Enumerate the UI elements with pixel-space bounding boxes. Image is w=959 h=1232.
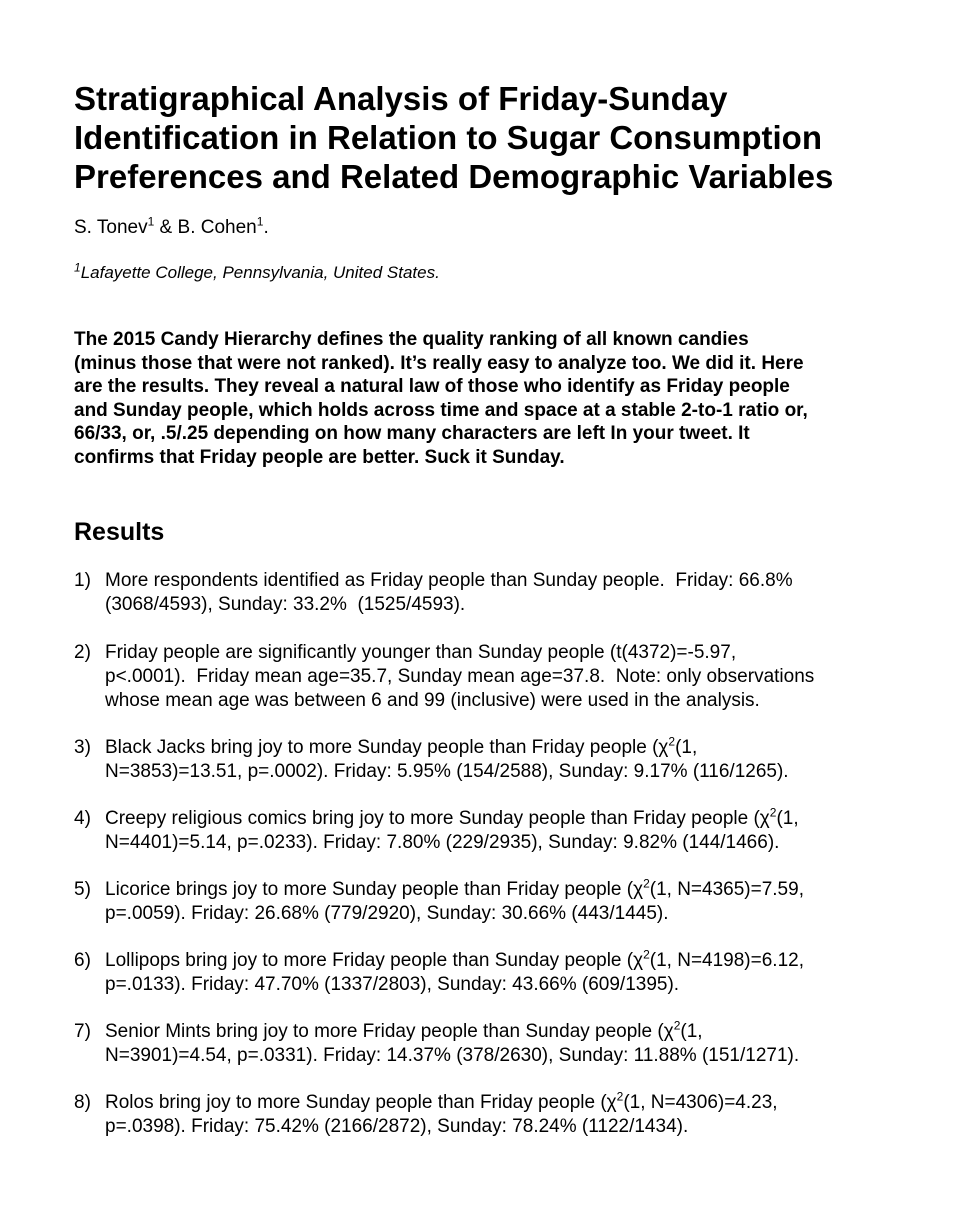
result-line: [105, 949, 904, 973]
author-name: B. Cohen: [177, 217, 257, 238]
author-name: S. Tonev: [74, 217, 148, 238]
paper-title: [74, 79, 934, 196]
result-line: p=.0133). Friday: 47.70% (1337/2803), Sunday: 43.66% (609/1395).: [105, 974, 680, 995]
abstract-line: and Sunday people, which holds across time and space at a stable 2-to-1 ratio or,: [74, 399, 808, 421]
author-list: [74, 216, 269, 240]
result-item-3: [74, 736, 904, 784]
result-number: 5): [74, 879, 91, 900]
result-text: (1,: [675, 737, 698, 758]
result-text: Black Jacks bring joy to more Sunday people than Friday people (χ: [105, 737, 669, 758]
result-line: whose mean age was between 6 and 99 (inclusive) were used in the analysis.: [105, 690, 760, 711]
result-item-7: [74, 1020, 904, 1068]
author-list-end: .: [263, 217, 269, 238]
result-text: (1,: [680, 1021, 703, 1042]
chi-square-superscript: 2: [668, 734, 676, 749]
result-number: 7): [74, 1021, 91, 1042]
abstract-line: confirms that Friday people are better. Suck it Sunday.: [74, 446, 565, 468]
result-number: 8): [74, 1092, 91, 1113]
abstract-line: (minus those that were not ranked). It’s really easy to analyze too. We did it. Here: [74, 352, 804, 374]
result-number: 6): [74, 950, 91, 971]
result-item-8: [74, 1091, 904, 1139]
chi-square-superscript: 2: [673, 1018, 681, 1033]
result-line: Friday people are significantly younger than Sunday people (t(4372)=-5.97,: [105, 642, 737, 663]
result-text: Lollipops bring joy to more Friday people than Sunday people (χ: [105, 950, 644, 971]
result-text: (1,: [776, 808, 799, 829]
result-item-5: [74, 878, 904, 926]
result-text: Licorice brings joy to more Sunday people than Friday people (χ: [105, 879, 644, 900]
result-text: Rolos bring joy to more Sunday people than Friday people (χ: [105, 1092, 617, 1113]
abstract-line: 66/33, or, .5/.25 depending on how many characters are left In your tweet. It: [74, 423, 750, 445]
title-line: Stratigraphical Analysis of Friday-Sunday: [74, 80, 728, 117]
result-line: [105, 736, 904, 760]
affiliation: [74, 262, 440, 284]
abstract: [74, 328, 894, 470]
result-line: p=.0059). Friday: 26.68% (779/2920), Sunday: 30.66% (443/1445).: [105, 903, 669, 924]
result-item-6: [74, 949, 904, 997]
result-text: (1, N=4306)=4.23,: [623, 1092, 778, 1113]
abstract-line: The 2015 Candy Hierarchy defines the quality ranking of all known candies: [74, 329, 749, 350]
result-text: Senior Mints bring joy to more Friday people than Sunday people (χ: [105, 1021, 674, 1042]
result-text: (1, N=4198)=6.12,: [649, 950, 804, 971]
result-item-2: [74, 641, 904, 713]
chi-square-superscript: 2: [616, 1089, 624, 1104]
result-line: N=3853)=13.51, p=.0002). Friday: 5.95% (154/2588), Sunday: 9.17% (116/1265).: [105, 761, 789, 782]
result-item-4: [74, 807, 904, 855]
result-line: p<.0001). Friday mean age=35.7, Sunday mean age=37.8. Note: only observations: [105, 666, 815, 687]
author-affiliation-marker: 1: [147, 214, 155, 229]
result-number: 2): [74, 642, 91, 663]
result-line: [105, 1020, 904, 1044]
title-line: Preferences and Related Demographic Variables: [74, 158, 834, 195]
result-line: N=4401)=5.14, p=.0233). Friday: 7.80% (229/2935), Sunday: 9.82% (144/1466).: [105, 832, 780, 853]
result-line: [105, 1091, 904, 1115]
result-line: (3068/4593), Sunday: 33.2% (1525/4593).: [105, 594, 466, 615]
result-line: More respondents identified as Friday people than Sunday people. Friday: 66.8%: [105, 570, 793, 591]
result-line: p=.0398). Friday: 75.42% (2166/2872), Sunday: 78.24% (1122/1434).: [105, 1116, 689, 1137]
author-affiliation-marker: 1: [256, 214, 264, 229]
result-number: 1): [74, 570, 91, 591]
author-separator: &: [154, 217, 178, 238]
chi-square-superscript: 2: [769, 805, 777, 820]
affiliation-text: Lafayette College, Pennsylvania, United States.: [80, 263, 440, 282]
result-number: 4): [74, 808, 91, 829]
result-line: [105, 878, 904, 902]
title-line: Identification in Relation to Sugar Consumption: [74, 119, 822, 156]
result-line: [105, 807, 904, 831]
result-line: N=3901)=4.54, p=.0331). Friday: 14.37% (378/2630), Sunday: 11.88% (151/1271).: [105, 1045, 800, 1066]
result-text: (1, N=4365)=7.59,: [649, 879, 804, 900]
result-number: 3): [74, 737, 91, 758]
results-heading: Results: [74, 518, 165, 546]
abstract-line: are the results. They reveal a natural law of those who identify as Friday people: [74, 376, 790, 398]
chi-square-superscript: 2: [643, 947, 650, 962]
result-text: Creepy religious comics bring joy to more Sunday people than Friday people (χ: [105, 808, 770, 829]
affiliation-marker: 1: [74, 260, 81, 275]
chi-square-superscript: 2: [643, 876, 650, 891]
result-item-1: [74, 569, 904, 617]
